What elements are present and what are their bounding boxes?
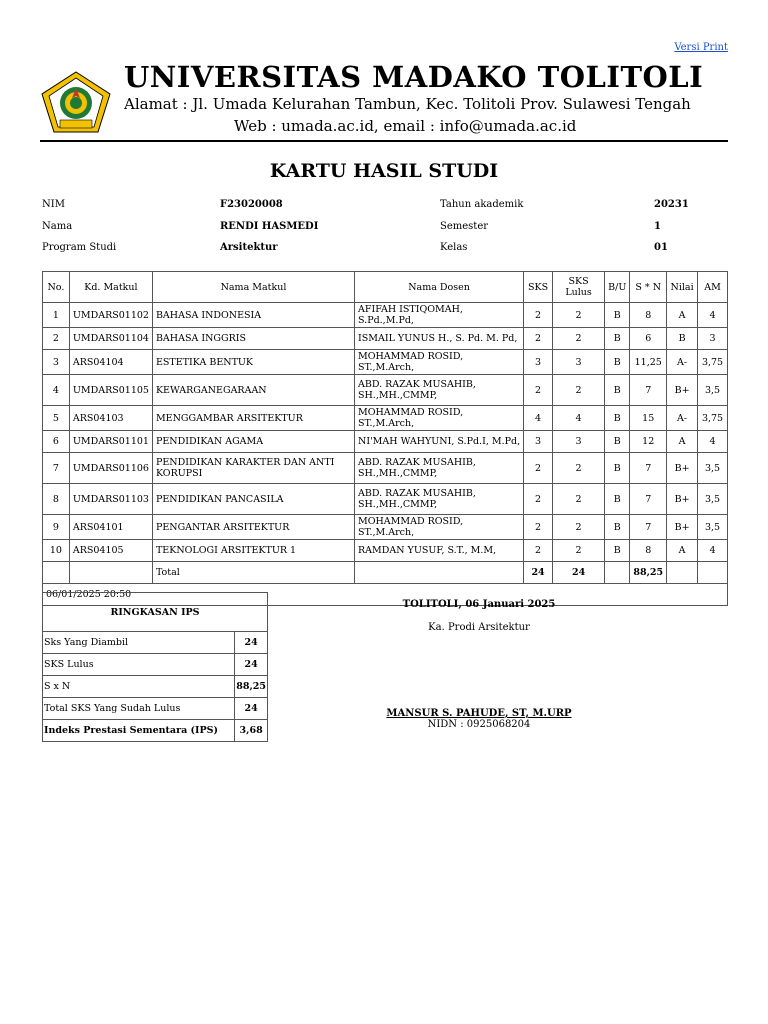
total-row (43, 562, 728, 584)
row-sxn: 6 (630, 328, 667, 350)
table-row (43, 303, 728, 328)
row-kode: ARS04105 (69, 540, 152, 562)
header-sks: SKS (524, 272, 553, 303)
row-sks-lulus: 2 (553, 453, 605, 484)
table-row (43, 431, 728, 453)
row-sks: 2 (524, 328, 553, 350)
table-row (43, 515, 728, 540)
page-title: KARTU HASIL STUDI (269, 160, 499, 182)
header-am: AM (698, 272, 728, 303)
row-am: 3,5 (698, 515, 728, 540)
row-sxn: 8 (630, 303, 667, 328)
total-sks: 24 (524, 562, 553, 584)
row-sks: 2 (524, 515, 553, 540)
row-bu: B (605, 484, 630, 515)
ips-row-value: 24 (235, 632, 268, 654)
total-empty-1 (43, 562, 70, 584)
row-sxn: 7 (630, 453, 667, 484)
row-no: 5 (43, 406, 70, 431)
row-sks-lulus: 2 (553, 375, 605, 406)
ips-row (43, 654, 268, 676)
header-sks-lulus: SKS Lulus (553, 272, 605, 303)
row-no: 1 (43, 303, 70, 328)
row-dosen: NI'MAH WAHYUNI, S.Pd.I, M.Pd, (355, 431, 524, 453)
row-sks-lulus: 2 (553, 540, 605, 562)
kelas-label: Kelas (440, 242, 468, 253)
total-empty-4 (605, 562, 630, 584)
row-kode: ARS04101 (69, 515, 152, 540)
nama-value: RENDI HASMEDI (220, 220, 319, 232)
row-am: 3,5 (698, 375, 728, 406)
row-nilai: B+ (667, 453, 698, 484)
table-row (43, 328, 728, 350)
table-row (43, 484, 728, 515)
row-dosen: ABD. RAZAK MUSAHIB, SH.,MH.,CMMP, (355, 453, 524, 484)
row-bu: B (605, 350, 630, 375)
ips-row-label: Total SKS Yang Sudah Lulus (43, 698, 235, 720)
ips-summary-table (42, 592, 268, 742)
row-no: 2 (43, 328, 70, 350)
row-nilai: A- (667, 406, 698, 431)
row-sks: 2 (524, 453, 553, 484)
row-sxn: 12 (630, 431, 667, 453)
row-kode: UMDARS01103 (69, 484, 152, 515)
row-am: 3,5 (698, 484, 728, 515)
row-sxn: 8 (630, 540, 667, 562)
header-divider (40, 140, 728, 142)
university-web: Web : umada.ac.id, email : info@umada.ac.id (234, 117, 577, 135)
row-sks-lulus: 3 (553, 350, 605, 375)
kelas-value: 01 (654, 242, 668, 253)
row-sks: 4 (524, 406, 553, 431)
header-matkul: Nama Matkul (152, 272, 354, 303)
prodi-value: Arsitektur (220, 242, 278, 253)
row-dosen: AFIFAH ISTIQOMAH, S.Pd.,M.Pd, (355, 303, 524, 328)
university-address: Alamat : Jl. Umada Kelurahan Tambun, Kec. Tolitoli Prov. Sulawesi Tengah (124, 95, 691, 113)
row-kode: ARS04104 (69, 350, 152, 375)
ips-row-label: S x N (43, 676, 235, 698)
ips-header-row (43, 593, 268, 632)
ips-row-value: 24 (235, 698, 268, 720)
row-kode: UMDARS01102 (69, 303, 152, 328)
row-bu: B (605, 515, 630, 540)
row-bu: B (605, 453, 630, 484)
total-empty-2 (69, 562, 152, 584)
row-sks-lulus: 2 (553, 303, 605, 328)
header-nilai: Nilai (667, 272, 698, 303)
total-sks-lulus: 24 (553, 562, 605, 584)
row-sxn: 7 (630, 515, 667, 540)
row-bu: B (605, 328, 630, 350)
row-am: 4 (698, 303, 728, 328)
row-matkul: PENDIDIKAN KARAKTER DAN ANTI KORUPSI (152, 453, 354, 484)
row-kode: UMDARS01105 (69, 375, 152, 406)
ips-row-label: SKS Lulus (43, 654, 235, 676)
ips-row-label: Sks Yang Diambil (43, 632, 235, 654)
university-logo (40, 70, 112, 134)
row-sks-lulus: 2 (553, 484, 605, 515)
nim-label: NIM (42, 199, 65, 210)
row-dosen: ABD. RAZAK MUSAHIB, SH.,MH.,CMMP, (355, 484, 524, 515)
ips-row (43, 720, 268, 742)
table-row (43, 453, 728, 484)
nama-label: Nama (42, 220, 73, 232)
row-am: 3,75 (698, 350, 728, 375)
row-matkul: BAHASA INGGRIS (152, 328, 354, 350)
semester-label: Semester (440, 220, 489, 232)
header-sxn: S * N (630, 272, 667, 303)
row-matkul: TEKNOLOGI ARSITEKTUR 1 (152, 540, 354, 562)
ips-row-value: 88,25 (235, 676, 268, 698)
row-matkul: PENDIDIKAN PANCASILA (152, 484, 354, 515)
prodi-label: Program Studi (42, 242, 117, 253)
row-no: 6 (43, 431, 70, 453)
row-sks: 2 (524, 540, 553, 562)
header-no: No. (43, 272, 70, 303)
row-kode: ARS04103 (69, 406, 152, 431)
row-nilai: B+ (667, 484, 698, 515)
row-dosen: ISMAIL YUNUS H., S. Pd. M. Pd, (355, 328, 524, 350)
row-sks-lulus: 2 (553, 328, 605, 350)
total-empty-3 (355, 562, 524, 584)
row-nilai: A (667, 540, 698, 562)
row-sks: 2 (524, 375, 553, 406)
row-nilai: B+ (667, 375, 698, 406)
university-name: UNIVERSITAS MADAKO TOLITOLI (124, 60, 704, 94)
row-dosen: MOHAMMAD ROSID, ST.,M.Arch, (355, 350, 524, 375)
row-dosen: MOHAMMAD ROSID, ST.,M.Arch, (355, 406, 524, 431)
row-no: 10 (43, 540, 70, 562)
row-am: 4 (698, 431, 728, 453)
row-sks: 3 (524, 431, 553, 453)
row-matkul: MENGGAMBAR ARSITEKTUR (152, 406, 354, 431)
row-sxn: 11,25 (630, 350, 667, 375)
ips-title: RINGKASAN IPS (43, 593, 268, 632)
row-sxn: 7 (630, 484, 667, 515)
row-am: 3 (698, 328, 728, 350)
row-no: 8 (43, 484, 70, 515)
ips-row (43, 676, 268, 698)
row-sks: 2 (524, 303, 553, 328)
table-row (43, 375, 728, 406)
row-kode: UMDARS01101 (69, 431, 152, 453)
header-dosen: Nama Dosen (355, 272, 524, 303)
total-label: Total (152, 562, 354, 584)
row-sks: 3 (524, 350, 553, 375)
header-bu: B/U (605, 272, 630, 303)
tahun-label: Tahun akademik (440, 199, 524, 210)
signature-date: TOLITOLI, 06 Januari 2025 (402, 599, 556, 610)
row-matkul: PENDIDIKAN AGAMA (152, 431, 354, 453)
semester-value: 1 (654, 220, 661, 232)
row-bu: B (605, 303, 630, 328)
print-timestamp: 06/01/2025 20:50 (43, 584, 728, 606)
row-nilai: B+ (667, 515, 698, 540)
total-empty-6 (698, 562, 728, 584)
header-kode: Kd. Matkul (69, 272, 152, 303)
row-sks-lulus: 4 (553, 406, 605, 431)
row-no: 3 (43, 350, 70, 375)
row-no: 4 (43, 375, 70, 406)
ips-row-value: 24 (235, 654, 268, 676)
student-info (42, 196, 728, 261)
ips-row (43, 698, 268, 720)
table-header-row (43, 272, 728, 303)
ips-row (43, 632, 268, 654)
nim-value: F23020008 (220, 199, 283, 210)
row-sks: 2 (524, 484, 553, 515)
total-sxn: 88,25 (630, 562, 667, 584)
row-bu: B (605, 540, 630, 562)
row-bu: B (605, 406, 630, 431)
signature-nidn: NIDN : 0925068204 (427, 719, 531, 730)
row-matkul: BAHASA INDONESIA (152, 303, 354, 328)
signature-name: MANSUR S. PAHUDE, ST, M.URP (386, 708, 572, 719)
row-am: 4 (698, 540, 728, 562)
row-matkul: KEWARGANEGARAAN (152, 375, 354, 406)
row-sxn: 15 (630, 406, 667, 431)
row-bu: B (605, 375, 630, 406)
row-matkul: PENGANTAR ARSITEKTUR (152, 515, 354, 540)
signature-position: Ka. Prodi Arsitektur (428, 622, 530, 633)
row-dosen: ABD. RAZAK MUSAHIB, SH.,MH.,CMMP, (355, 375, 524, 406)
table-row (43, 350, 728, 375)
row-dosen: RAMDAN YUSUF, S.T., M.M, (355, 540, 524, 562)
row-sks-lulus: 2 (553, 515, 605, 540)
total-empty-5 (667, 562, 698, 584)
row-no: 9 (43, 515, 70, 540)
ips-row-value: 3,68 (235, 720, 268, 742)
row-kode: UMDARS01104 (69, 328, 152, 350)
row-nilai: A- (667, 350, 698, 375)
row-no: 7 (43, 453, 70, 484)
tahun-value: 20231 (654, 199, 689, 210)
ips-row-label: Indeks Prestasi Sementara (IPS) (43, 720, 235, 742)
row-am: 3,75 (698, 406, 728, 431)
row-sks-lulus: 3 (553, 431, 605, 453)
table-row (43, 406, 728, 431)
row-nilai: B (667, 328, 698, 350)
row-nilai: A (667, 303, 698, 328)
row-kode: UMDARS01106 (69, 453, 152, 484)
row-matkul: ESTETIKA BENTUK (152, 350, 354, 375)
grades-table (42, 271, 728, 606)
row-sxn: 7 (630, 375, 667, 406)
print-version-link[interactable]: Versi Print (674, 42, 728, 53)
row-am: 3,5 (698, 453, 728, 484)
table-row (43, 540, 728, 562)
row-bu: B (605, 431, 630, 453)
row-dosen: MOHAMMAD ROSID, ST.,M.Arch, (355, 515, 524, 540)
row-nilai: A (667, 431, 698, 453)
